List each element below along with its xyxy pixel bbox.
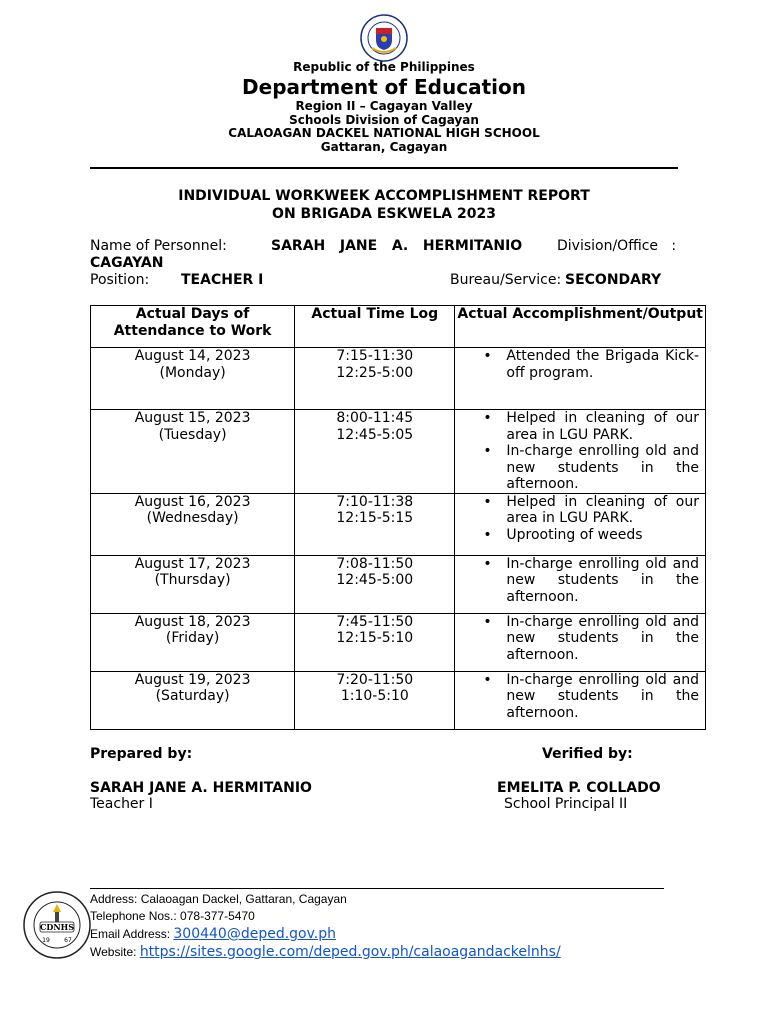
- bureau-value: SECONDARY: [565, 272, 662, 288]
- time-morning: 7:10-11:38: [336, 493, 414, 510]
- verified-by-name: EMELITA P. COLLADO: [497, 780, 661, 796]
- time-afternoon: 1:10-5:10: [340, 688, 409, 704]
- time-morning: 7:08-11:50: [336, 555, 414, 572]
- logo-text: CDNHS: [40, 922, 74, 932]
- date-cell: [91, 613, 295, 671]
- logo-year-left: 19: [42, 937, 50, 944]
- list-item: • Uprooting of weeds: [455, 527, 699, 544]
- email-label: Email Address:: [90, 927, 174, 941]
- time-cell: [295, 671, 455, 729]
- division-value: CAGAYAN: [90, 255, 164, 271]
- name-label: Name of Personnel:: [90, 238, 227, 254]
- time-cell: [295, 613, 455, 671]
- footer-divider: [90, 888, 664, 889]
- verified-by-title: School Principal II: [504, 796, 628, 812]
- verified-by-label: Verified by:: [542, 746, 633, 762]
- date: August 18, 2023: [134, 613, 251, 630]
- weekday: (Wednesday): [146, 510, 239, 526]
- time-afternoon: 12:15-5:10: [336, 630, 414, 646]
- website-label: Website:: [90, 945, 140, 959]
- table-row: [91, 348, 706, 410]
- date-cell: [91, 410, 295, 494]
- logo-year-right: 67: [64, 937, 72, 944]
- table-row: [91, 493, 706, 555]
- time-afternoon: 12:25-5:00: [336, 364, 414, 381]
- email-link[interactable]: 300440@deped.gov.ph: [173, 926, 337, 942]
- footer-address: Address: Calaoagan Dackel, Gattaran, Cagayan: [90, 892, 347, 906]
- date-cell: [91, 348, 295, 410]
- header-divider: [90, 167, 678, 169]
- list-item: • Helped in cleaning of our area in LGU PARK.: [455, 410, 699, 443]
- bureau-label: Bureau/Service:: [450, 272, 562, 288]
- date: August 14, 2023: [134, 348, 251, 364]
- prepared-by-label: Prepared by:: [90, 746, 193, 762]
- position-label: Position:: [90, 272, 150, 288]
- list-item: • In-charge enrolling old and new students in the afternoon.: [455, 614, 699, 664]
- list-item: • Helped in cleaning of our area in LGU PARK.: [455, 494, 699, 527]
- time-morning: 7:15-11:30: [336, 348, 414, 364]
- date-cell: [91, 493, 295, 555]
- time-cell: [295, 493, 455, 555]
- prepared-by-name: SARAH JANE A. HERMITANIO: [90, 780, 312, 796]
- region-line: Region II – Cagayan Valley: [295, 99, 473, 113]
- list-item: • In-charge enrolling old and new students in the afternoon.: [455, 672, 699, 722]
- website-link[interactable]: https://sites.google.com/deped.gov.ph/calaoagandackelnhs/: [139, 944, 561, 960]
- date: August 15, 2023: [134, 410, 251, 426]
- list-item: • Attended the Brigada Kick-off program.: [455, 348, 699, 381]
- list-item: • In-charge enrolling old and new students in the afternoon.: [455, 443, 699, 493]
- school-location: Gattaran, Cagayan: [320, 140, 448, 154]
- date: August 16, 2023: [134, 493, 251, 510]
- report-title-line2: ON BRIGADA ESKWELA 2023: [272, 206, 496, 222]
- output-cell: [455, 613, 706, 671]
- name-value: SARAH JANE A. HERMITANIO: [271, 238, 523, 254]
- header-time-log: Actual Time Log: [295, 306, 455, 348]
- time-cell: [295, 555, 455, 613]
- table-row: [91, 410, 706, 494]
- deped-seal-logo: [360, 14, 408, 62]
- position-value: TEACHER I: [181, 272, 264, 288]
- header-days: Actual Days of Attendance to Work: [91, 306, 295, 348]
- time-cell: [295, 410, 455, 494]
- division-label: Division/Office :: [557, 238, 677, 254]
- date-cell: [91, 671, 295, 729]
- weekday: (Thursday): [154, 572, 231, 588]
- report-title-line1: INDIVIDUAL WORKWEEK ACCOMPLISHMENT REPORT: [178, 188, 590, 204]
- list-item: • In-charge enrolling old and new students in the afternoon.: [455, 556, 699, 606]
- output-cell: [455, 348, 706, 410]
- date: August 17, 2023: [134, 555, 251, 572]
- footer-telephone: Telephone Nos.: 078-377-5470: [90, 909, 255, 923]
- cdnhs-school-logo: [22, 890, 92, 960]
- table-row: [91, 671, 706, 729]
- weekday: (Saturday): [155, 688, 230, 704]
- school-name: CALAOAGAN DACKEL NATIONAL HIGH SCHOOL: [228, 126, 540, 140]
- time-morning: 7:45-11:50: [336, 613, 414, 630]
- weekday: (Monday): [159, 364, 226, 381]
- output-cell: [455, 493, 706, 555]
- prepared-by-title: Teacher I: [90, 796, 153, 812]
- date: August 19, 2023: [134, 671, 251, 688]
- date-cell: [91, 555, 295, 613]
- time-afternoon: 12:45-5:00: [336, 572, 414, 588]
- time-cell: [295, 348, 455, 410]
- weekday: (Friday): [165, 630, 220, 646]
- table-row: [91, 613, 706, 671]
- footer-website-row: [90, 944, 561, 960]
- header-accomplishment: Actual Accomplishment/Output: [455, 306, 706, 348]
- output-cell: [455, 410, 706, 494]
- footer-email-row: [90, 926, 336, 942]
- time-afternoon: 12:45-5:05: [336, 426, 414, 443]
- division-line: Schools Division of Cagayan: [289, 113, 479, 127]
- time-morning: 8:00-11:45: [336, 410, 414, 426]
- output-cell: [455, 671, 706, 729]
- time-morning: 7:20-11:50: [336, 671, 414, 688]
- weekday: (Tuesday): [158, 426, 227, 443]
- accomplishment-table: [90, 305, 706, 730]
- republic-line: Republic of the Philippines: [293, 60, 475, 74]
- table-row: [91, 555, 706, 613]
- output-cell: [455, 555, 706, 613]
- time-afternoon: 12:15-5:15: [336, 510, 414, 526]
- department-title: Department of Education: [242, 75, 526, 99]
